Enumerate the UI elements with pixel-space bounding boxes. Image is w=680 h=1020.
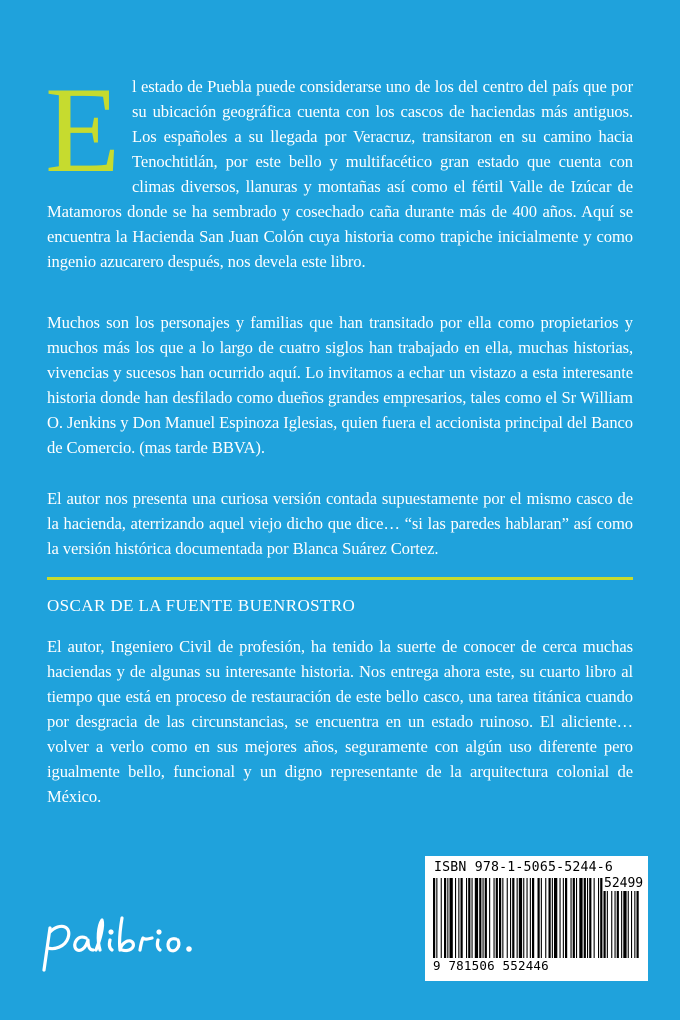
barcode-bar — [554, 878, 557, 958]
barcode-bar — [563, 878, 564, 958]
barcode-bar — [532, 878, 534, 958]
barcode-bar — [496, 878, 498, 958]
synopsis-paragraph-1 — [45, 61, 633, 274]
barcode-bar — [499, 878, 501, 958]
barcode-bar — [541, 878, 542, 958]
synopsis-paragraph-3: El autor nos presenta una curiosa versión contada supuestamente por el mismo casco de la hacienda, aterrizando aquel viejo dicho que dice… “si las paredes hablaran” así como la versión histórica documentada por Blanca Suárez Cortez. — [47, 489, 633, 558]
barcode-bar — [455, 878, 456, 958]
barcode-bar — [485, 878, 487, 958]
author-name: OSCAR DE LA FUENTE BUENROSTRO — [47, 596, 356, 615]
barcode-bar — [587, 878, 588, 958]
barcode-bar — [436, 878, 437, 958]
barcode-bar — [549, 878, 551, 958]
drop-cap: E — [45, 61, 121, 198]
barcode-bar — [589, 878, 591, 958]
synopsis-paragraph-1-text: l estado de Puebla puede considerarse uno de los del centro del país que por su ubicación geográfica cuenta con los cascos de haciendas más antiguos. Los españoles a su llegada por Veracruz, transitaron en su camino hacia Tenochtitlán, por este bello y multifacético gran estado que cuenta con climas diversos, llanuras y montañas así como el fértil Valle de Izúcar de Matamoros donde se ha sembrado y cosechado caña durante más de 400 años. Aquí se encuentra la Hacienda San Juan Colón cuya historia como trapiche inicialmente y como ingenio azucarero después, nos devela este libro. — [47, 77, 633, 271]
barcode-bar — [538, 878, 540, 958]
palibrio-logo — [36, 912, 206, 974]
barcode-bar — [517, 878, 518, 958]
barcode-bar — [502, 878, 503, 958]
barcode-bar — [468, 878, 470, 958]
barcode-bar — [576, 878, 577, 958]
barcode-bar — [527, 878, 528, 958]
barcode-bar — [444, 878, 446, 958]
barcode-bar — [433, 878, 435, 958]
ean-number: 9 781506 552446 — [433, 958, 549, 973]
barcode-bar — [545, 878, 546, 958]
isbn-label: ISBN 978-1-5065-5244-6 — [434, 860, 614, 875]
barcode-bar — [565, 878, 567, 958]
barcode-bar — [450, 878, 453, 958]
barcode-bar — [579, 878, 582, 958]
barcode-bar — [447, 878, 448, 958]
barcode-bar — [512, 878, 514, 958]
barcode-bar — [523, 878, 524, 958]
barcode-bar — [466, 878, 467, 958]
barcode-bar — [507, 878, 508, 958]
barcode-bar — [571, 878, 572, 958]
barcode-bar — [573, 878, 575, 958]
barcode-bar — [560, 878, 561, 958]
section-divider — [47, 577, 633, 580]
barcode-bar — [552, 878, 553, 958]
barcode-bar — [461, 878, 463, 958]
barcode-bar — [594, 878, 595, 958]
barcode-bar — [483, 878, 484, 958]
barcode-bar — [479, 878, 481, 958]
synopsis-paragraph-2: Muchos son los personajes y familias que han transitado por ella como propietarios y muchos más los que a lo largo de cuatro siglos han trabajado en ella, muchas historias, vivencias y sucesos han ocurrido aquí. Lo invitamos a echar un vistazo a esta interesante historia donde han desfilado como dueños grandes empresarios, tales como el Sr William O. Jenkins y Don Manuel Espinoza Iglesias, quien fuera el accionista principal del Banco de Comercio. (mas tarde BBVA). — [47, 313, 633, 457]
barcode-bar — [475, 878, 478, 958]
price-code: 52499 — [604, 876, 644, 891]
barcode-bar — [584, 878, 586, 958]
barcode-bar — [441, 878, 442, 958]
barcode-bar — [489, 878, 490, 958]
barcode-bar — [510, 878, 511, 958]
barcode-bar — [598, 878, 599, 958]
isbn-barcode — [425, 856, 648, 981]
barcode-bar — [458, 878, 459, 958]
barcode-bar — [519, 878, 522, 958]
author-bio: El autor, Ingeniero Civil de profesión, ha tenido la suerte de conocer de cerca muchas haciendas y de algunas su interesante historia. Nos entrega ahora este, su cuarto libro al tiempo que está en proceso de restauración de este bello casco, una tarea titánica cuando por desgracia de las circunstancias, se encuentra en un estado ruinoso. El aliciente…volver a verlo como en sus mejores años, seguramente con algún uso diferente pero igualmente bello, funcional y un digno representante de la arquitectura colonial de México. — [47, 637, 633, 806]
logo-text: palibrio. — [36, 912, 40, 913]
barcode-bar — [494, 878, 495, 958]
barcode-bar — [530, 878, 531, 958]
barcode-bar — [472, 878, 473, 958]
